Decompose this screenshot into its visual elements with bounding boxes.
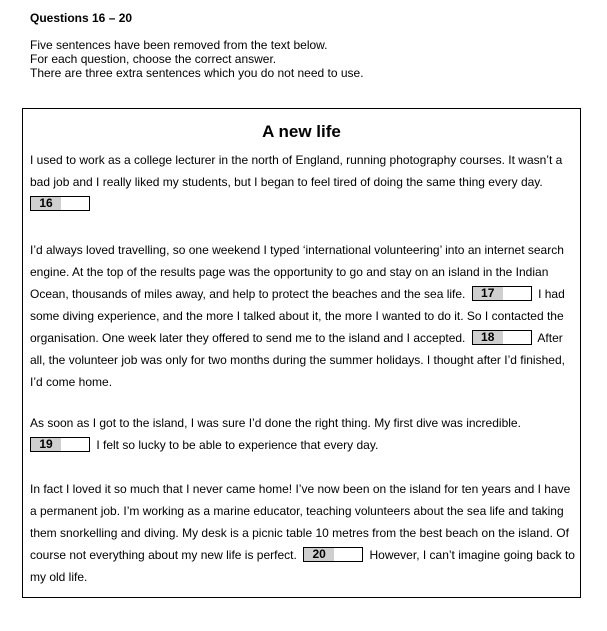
- gap-18[interactable]: [472, 330, 532, 345]
- gap-number: 17: [473, 287, 503, 300]
- gap-number: 18: [473, 331, 503, 344]
- gap-19[interactable]: [30, 437, 90, 452]
- instructions: [30, 38, 364, 80]
- article-title: A new life: [262, 122, 341, 141]
- gap-17[interactable]: [472, 286, 532, 301]
- article-box: [22, 108, 581, 598]
- paragraph-1: [30, 149, 576, 215]
- paragraph-text: As soon as I got to the island, I was sure I’d done the right thing. My first dive was incredible.: [30, 416, 521, 430]
- paragraph-2: [30, 239, 576, 393]
- gap-number: 16: [31, 197, 61, 210]
- paragraph-text: I had some diving experience, and the more I talked about it, the more I wanted to do it. So I contacted the organisation. One week later they offered to send me to the island and I accepted.: [30, 287, 565, 345]
- instruction-line: Five sentences have been removed from the text below.: [30, 38, 328, 52]
- gap-20[interactable]: [303, 547, 363, 562]
- instruction-line: There are three extra sentences which you do not need to use.: [30, 66, 364, 80]
- instruction-line: For each question, choose the correct answer.: [30, 52, 277, 66]
- paragraph-text: I used to work as a college lecturer in the north of England, running photography courses. It wasn’t a bad job and I really liked my students, but I began to feel tired of doing the same thing every day.: [30, 153, 563, 189]
- paragraph-text: I felt so lucky to be able to experience that every day.: [96, 438, 379, 452]
- gap-number: 20: [304, 548, 334, 561]
- gap-number: 19: [31, 438, 61, 451]
- paragraph-3: [30, 412, 576, 456]
- gap-16[interactable]: [30, 196, 90, 211]
- paragraph-text: I’d always loved travelling, so one weekend I typed ‘international volunteering’ into an internet search engine. At the top of the results page was the opportunity to go and stay on an island in the Indian Ocean, thousands of miles away, and help to protect the beaches and the sea life.: [30, 243, 564, 301]
- paragraph-4: [30, 478, 576, 588]
- paragraph-text: However, I can’t imagine going back to my old life.: [30, 548, 575, 584]
- questions-heading: Questions 16 – 20: [30, 11, 133, 25]
- paragraph-text: In fact I loved it so much that I never came home! I’ve now been on the island for ten years and I have a permanent job. I’m working as a marine educator, teaching volunteers about the sea life and taking them snorkelling and diving. My desk is a picnic table 10 metres from the best beach on the island. Of course not everything about my new life is perfect.: [30, 482, 571, 562]
- paragraph-text: After all, the volunteer job was only for two months during the summer holidays. I thought after I’d finished, I’d come home.: [30, 331, 565, 389]
